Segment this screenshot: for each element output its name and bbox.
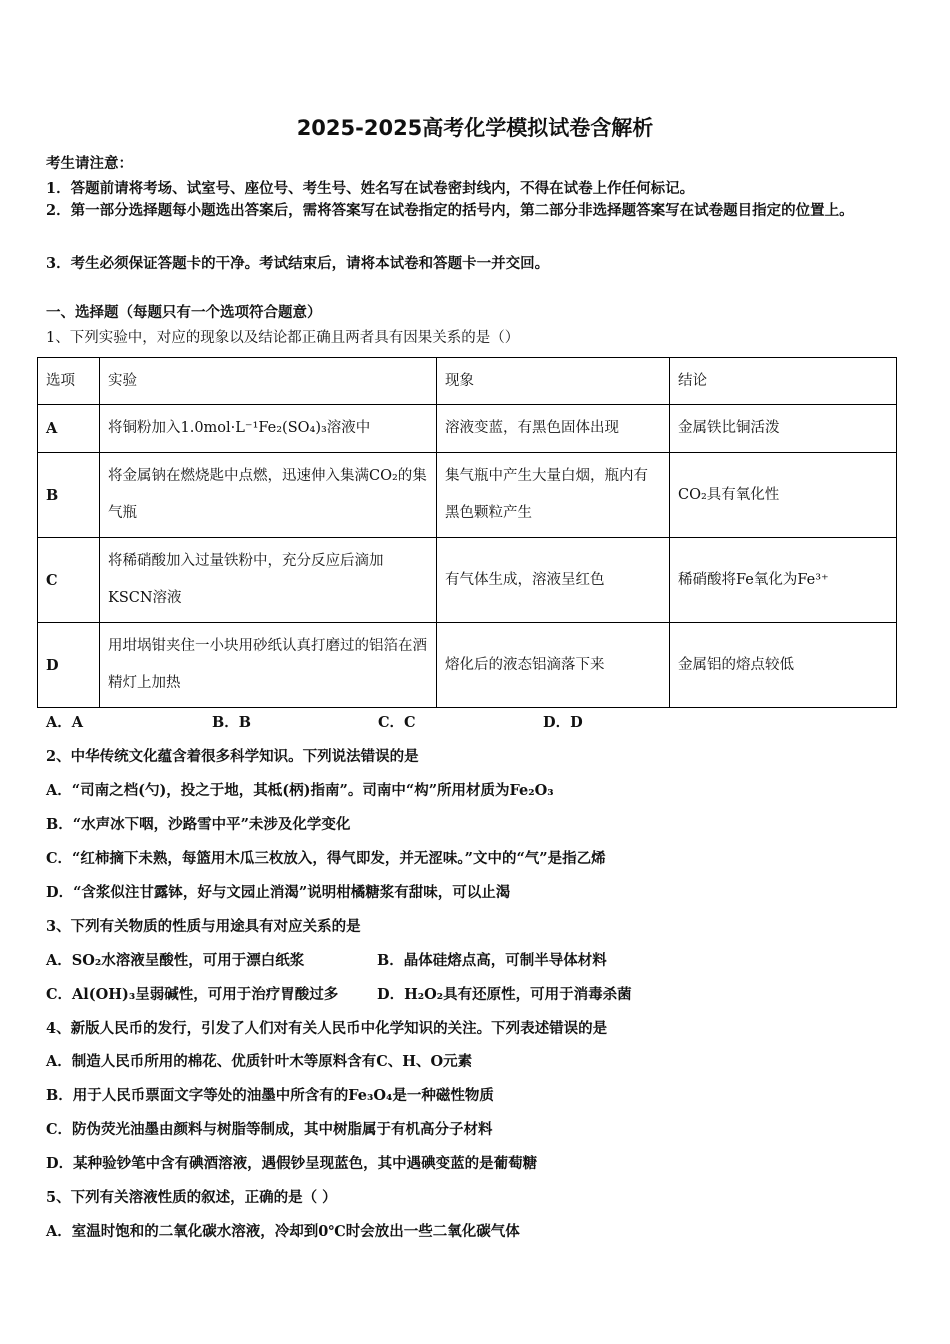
question-stem: 1、下列实验中，对应的现象以及结论都正确且两者具有因果关系的是（） xyxy=(46,330,520,346)
answer-option: C．“红柿摘下未熟，每篮用木瓜三枚放入，得气即发，并无涩味。”文中的“气”是指乙烯 xyxy=(46,850,606,867)
option-key: A xyxy=(38,405,100,453)
answer-option: D．D xyxy=(543,714,583,731)
answer-option: A．制造人民币所用的棉花、优质针叶木等原料含有C、H、O元素 xyxy=(46,1053,473,1070)
question-stem: 2、中华传统文化蕴含着很多科学知识。下列说法错误的是 xyxy=(46,748,419,765)
answer-option: B．用于人民币票面文字等处的油墨中所含有的Fe₃O₄是一种磁性物质 xyxy=(46,1087,494,1104)
experiment-cell: 将稀硝酸加入过量铁粉中，充分反应后滴加KSCN溶液 xyxy=(100,538,437,623)
table-row xyxy=(38,453,897,538)
option-key: C xyxy=(38,538,100,623)
experiment-cell: 将铜粉加入1.0mol·L⁻¹Fe₂(SO₄)₃溶液中 xyxy=(100,405,437,453)
table-header-row xyxy=(38,358,897,405)
phenomenon-cell: 熔化后的液态铝滴落下来 xyxy=(437,623,670,708)
answer-option: A．“司南之档(勺)，投之于地，其柢(柄)指南”。司南中“构”所用材质为Fe₂O₃ xyxy=(46,782,554,799)
answer-option: A．SO₂水溶液呈酸性，可用于漂白纸浆 xyxy=(46,952,305,969)
answer-option: C．防伪荧光油墨由颜料与树脂等制成，其中树脂属于有机高分子材料 xyxy=(46,1121,493,1138)
question-stem: 3、下列有关物质的性质与用途具有对应关系的是 xyxy=(46,918,361,935)
table-header-cell: 结论 xyxy=(670,358,897,405)
table-row xyxy=(38,538,897,623)
conclusion-cell: 稀硝酸将Fe氧化为Fe³⁺ xyxy=(670,538,897,623)
answer-option: B．晶体硅熔点高，可制半导体材料 xyxy=(377,952,607,969)
phenomenon-cell: 溶液变蓝，有黑色固体出现 xyxy=(437,405,670,453)
page-title: 2025-2025高考化学模拟试卷含解析 xyxy=(296,116,654,140)
table-header-cell: 实验 xyxy=(100,358,437,405)
section-heading: 一、选择题（每题只有一个选项符合题意） xyxy=(46,304,322,321)
table-header-cell: 现象 xyxy=(437,358,670,405)
notice-item: 3．考生必须保证答题卡的干净。考试结束后，请将本试卷和答题卡一并交回。 xyxy=(46,255,550,272)
conclusion-cell: CO₂具有氧化性 xyxy=(670,453,897,538)
answer-option: D．某种验钞笔中含有碘酒溶液，遇假钞呈现蓝色，其中遇碘变蓝的是葡萄糖 xyxy=(46,1155,538,1172)
answer-option: C．Al(OH)₃呈弱碱性，可用于治疗胃酸过多 xyxy=(46,986,339,1003)
experiment-cell: 将金属钠在燃烧匙中点燃，迅速伸入集满CO₂的集气瓶 xyxy=(100,453,437,538)
phenomenon-cell: 集气瓶中产生大量白烟，瓶内有黑色颗粒产生 xyxy=(437,453,670,538)
notice-item: 1．答题前请将考场、试室号、座位号、考生号、姓名写在试卷密封线内，不得在试卷上作任何标记。 xyxy=(46,180,695,197)
answer-option: A．A xyxy=(46,714,84,731)
conclusion-cell: 金属铁比铜活泼 xyxy=(670,405,897,453)
option-key: D xyxy=(38,623,100,708)
answer-option: B．“水声冰下咽，沙路雪中平”未涉及化学变化 xyxy=(46,816,351,833)
conclusion-cell: 金属铝的熔点较低 xyxy=(670,623,897,708)
answer-option: C．C xyxy=(378,714,416,731)
answer-option: D．“含浆似注甘露钵，好与文园止消渴”说明柑橘糖浆有甜味，可以止渴 xyxy=(46,884,511,901)
answer-option: A．室温时饱和的二氧化碳水溶液，冷却到0℃时会放出一些二氧化碳气体 xyxy=(46,1223,520,1240)
phenomenon-cell: 有气体生成，溶液呈红色 xyxy=(437,538,670,623)
answer-option: D．H₂O₂具有还原性，可用于消毒杀菌 xyxy=(377,986,632,1003)
option-key: B xyxy=(38,453,100,538)
experiment-cell: 用坩埚钳夹住一小块用砂纸认真打磨过的铝箔在酒精灯上加热 xyxy=(100,623,437,708)
question-stem: 5、下列有关溶液性质的叙述，正确的是（ ） xyxy=(46,1189,337,1206)
q1-table xyxy=(37,357,897,708)
notice-heading: 考生请注意： xyxy=(46,155,133,172)
table-header-cell: 选项 xyxy=(38,358,100,405)
table-row xyxy=(38,405,897,453)
notice-item: 2．第一部分选择题每小题选出答案后，需将答案写在试卷指定的括号内，第二部分非选择题答案写在试卷题目指定的位置上。 xyxy=(46,202,854,219)
table-row xyxy=(38,623,897,708)
question-stem: 4、新版人民币的发行，引发了人们对有关人民币中化学知识的关注。下列表述错误的是 xyxy=(46,1020,608,1037)
answer-option: B．B xyxy=(212,714,252,731)
